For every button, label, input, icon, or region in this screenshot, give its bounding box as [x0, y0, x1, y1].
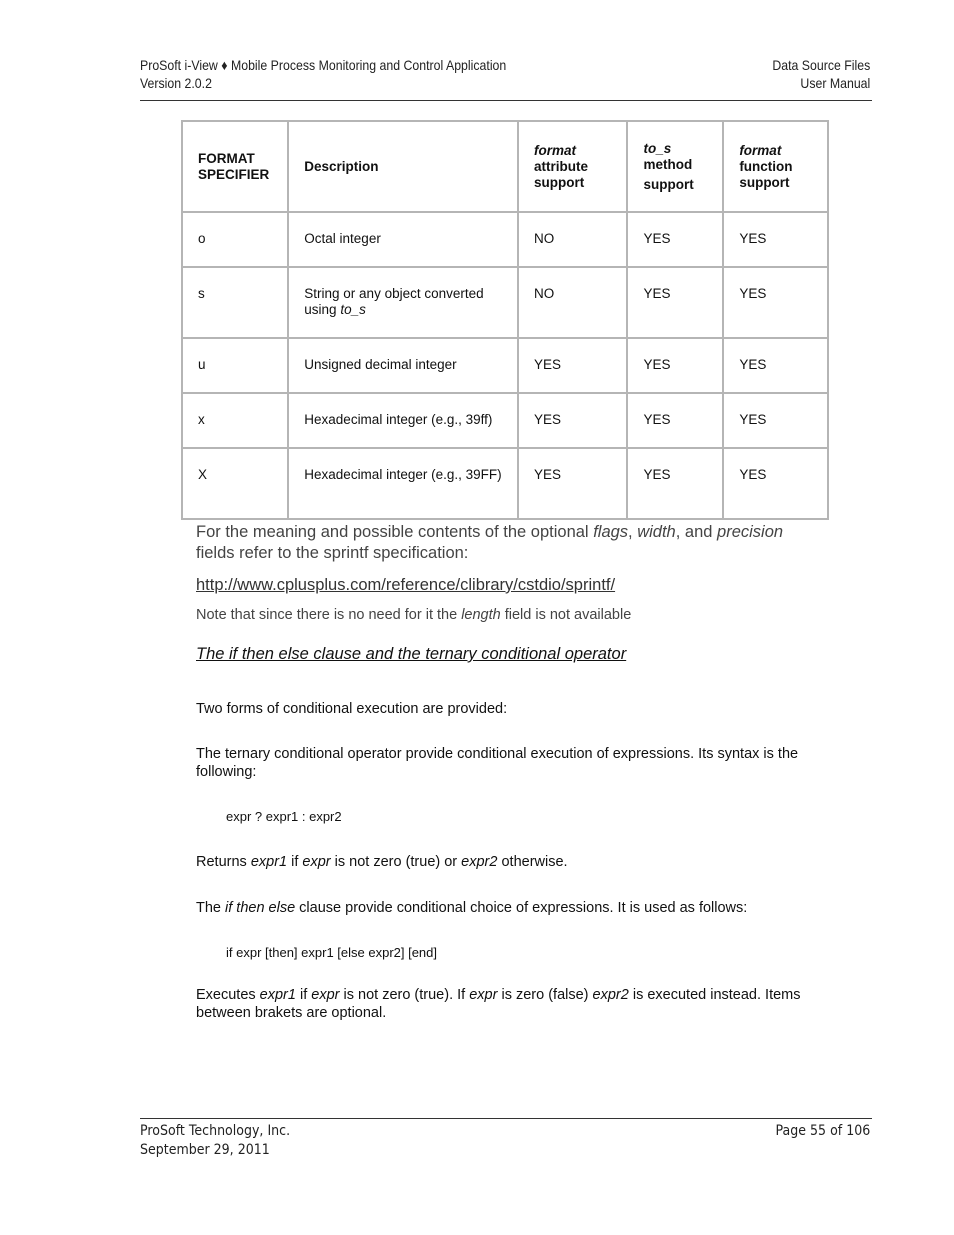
header-text: support: [533, 174, 585, 190]
footer-company: ProSoft Technology, Inc.: [140, 1123, 291, 1139]
executes-paragraph: [196, 986, 816, 1022]
text-run: is not zero (true). If: [339, 987, 470, 1003]
table-header-row: [182, 121, 828, 212]
header-text: to_s: [643, 140, 672, 156]
text-run: For the meaning and possible contents of the optional: [196, 523, 594, 541]
cell-description: [288, 212, 518, 267]
cell-function-support: YES: [723, 212, 828, 267]
italic-term: width: [637, 523, 676, 541]
page-header-left: [140, 56, 506, 92]
header-description: [288, 121, 518, 212]
returns-paragraph: [196, 853, 816, 871]
header-text: method: [643, 156, 693, 172]
cell-specifier: u: [182, 338, 288, 393]
description-text: Unsigned decimal integer: [304, 357, 457, 372]
text-run: Executes: [196, 987, 260, 1003]
cell-description: [288, 448, 518, 519]
header-text: support: [739, 174, 790, 190]
description-text: Octal integer: [304, 231, 381, 246]
header-divider: [140, 100, 872, 101]
footer-date: September 29, 2011: [140, 1142, 270, 1158]
description-text: Hexadecimal integer (e.g., 39ff): [304, 412, 493, 427]
text-run: is zero (false): [497, 987, 593, 1003]
header-text: format: [533, 142, 576, 158]
header-format-specifier: [182, 121, 288, 212]
page-footer-left: [140, 1122, 290, 1160]
cell-specifier: x: [182, 393, 288, 448]
header-text: SPECIFIER: [198, 166, 270, 182]
table-row: [182, 267, 828, 338]
page-footer-right: [775, 1122, 870, 1141]
header-text: Description: [304, 158, 379, 174]
text-run: fields refer to the sprintf specification:: [196, 544, 469, 562]
cell-specifier: o: [182, 212, 288, 267]
header-text: FORMAT: [198, 150, 255, 166]
cell-method-support: YES: [627, 393, 723, 448]
header-format-attribute: [518, 121, 627, 212]
header-manual: User Manual: [800, 75, 870, 91]
text-run: if: [295, 987, 312, 1003]
cell-method-support: YES: [627, 267, 723, 338]
if-then-else-syntax: if expr [then] expr1 [else expr2] [end]: [226, 945, 438, 960]
sprintf-reference-link[interactable]: http://www.cplusplus.com/reference/clibrary/cstdio/sprintf/: [196, 576, 616, 594]
intro-paragraph: Two forms of conditional execution are provided:: [196, 701, 508, 717]
ternary-paragraph: The ternary conditional operator provide conditional execution of expressions. Its syntax is the following:: [196, 746, 799, 780]
header-section: Data Source Files: [772, 57, 870, 73]
italic-term: expr: [311, 987, 340, 1003]
cell-specifier: s: [182, 267, 288, 338]
text-run: if: [287, 854, 303, 870]
table-row: [182, 393, 828, 448]
italic-term: expr1: [259, 987, 296, 1003]
if-then-else-paragraph: [196, 899, 816, 917]
header-text: attribute: [533, 158, 588, 174]
header-format-function: [723, 121, 828, 212]
description-italic-text: to_s: [340, 302, 366, 317]
text-run: is not zero (true) or: [330, 854, 462, 870]
cell-attribute-support: YES: [518, 393, 627, 448]
table-row: [182, 448, 828, 519]
header-to-s-method: [627, 121, 723, 212]
header-text: function: [739, 158, 793, 174]
cell-method-support: YES: [627, 212, 723, 267]
italic-term: expr2: [592, 987, 629, 1003]
section-heading: The if then else clause and the ternary conditional operator: [196, 645, 627, 663]
ternary-syntax: expr ? expr1 : expr2: [226, 809, 342, 824]
page-number: Page 55 of 106: [775, 1123, 870, 1139]
text-run: The: [196, 900, 226, 916]
italic-term: length: [461, 607, 501, 623]
text-run: field is not available: [500, 607, 632, 623]
text-run: is executed instead. Items between brakets are optional.: [196, 987, 801, 1021]
cell-description: [288, 338, 518, 393]
cell-attribute-support: YES: [518, 338, 627, 393]
cell-function-support: YES: [723, 338, 828, 393]
header-text: support: [643, 176, 694, 192]
table-row: [182, 212, 828, 267]
length-note: [196, 606, 826, 624]
text-run: otherwise.: [497, 854, 568, 870]
italic-term: expr: [302, 854, 331, 870]
cell-function-support: YES: [723, 393, 828, 448]
cell-description: [288, 393, 518, 448]
text-run: clause provide conditional choice of expressions. It is used as follows:: [295, 900, 748, 916]
page-header-right: [772, 56, 870, 92]
format-specifier-table: [181, 120, 829, 520]
italic-term: precision: [717, 523, 784, 541]
cell-attribute-support: NO: [518, 267, 627, 338]
cell-method-support: YES: [627, 338, 723, 393]
header-title: ProSoft i-View ♦ Mobile Process Monitoring and Control Application: [140, 57, 507, 73]
cell-function-support: YES: [723, 267, 828, 338]
italic-term: flags: [593, 523, 629, 541]
footer-divider: [140, 1118, 872, 1119]
header-version: Version 2.0.2: [140, 75, 212, 91]
description-text: String or any object converted using: [304, 286, 484, 317]
text-run: Note that since there is no need for it the: [196, 607, 462, 623]
italic-term: if then else: [225, 900, 296, 916]
cell-attribute-support: NO: [518, 212, 627, 267]
cell-attribute-support: YES: [518, 448, 627, 519]
table-row: [182, 338, 828, 393]
header-text: format: [739, 142, 782, 158]
italic-term: expr1: [250, 854, 288, 870]
text-run: , and: [675, 523, 718, 541]
italic-term: expr: [469, 987, 498, 1003]
cell-specifier: X: [182, 448, 288, 519]
text-run: ,: [628, 523, 638, 541]
flags-paragraph: [196, 522, 826, 564]
cell-description: [288, 267, 518, 338]
text-run: Returns: [196, 854, 251, 870]
italic-term: expr2: [461, 854, 498, 870]
cell-function-support: YES: [723, 448, 828, 519]
cell-method-support: YES: [627, 448, 723, 519]
description-text: Hexadecimal integer (e.g., 39FF): [304, 467, 502, 482]
